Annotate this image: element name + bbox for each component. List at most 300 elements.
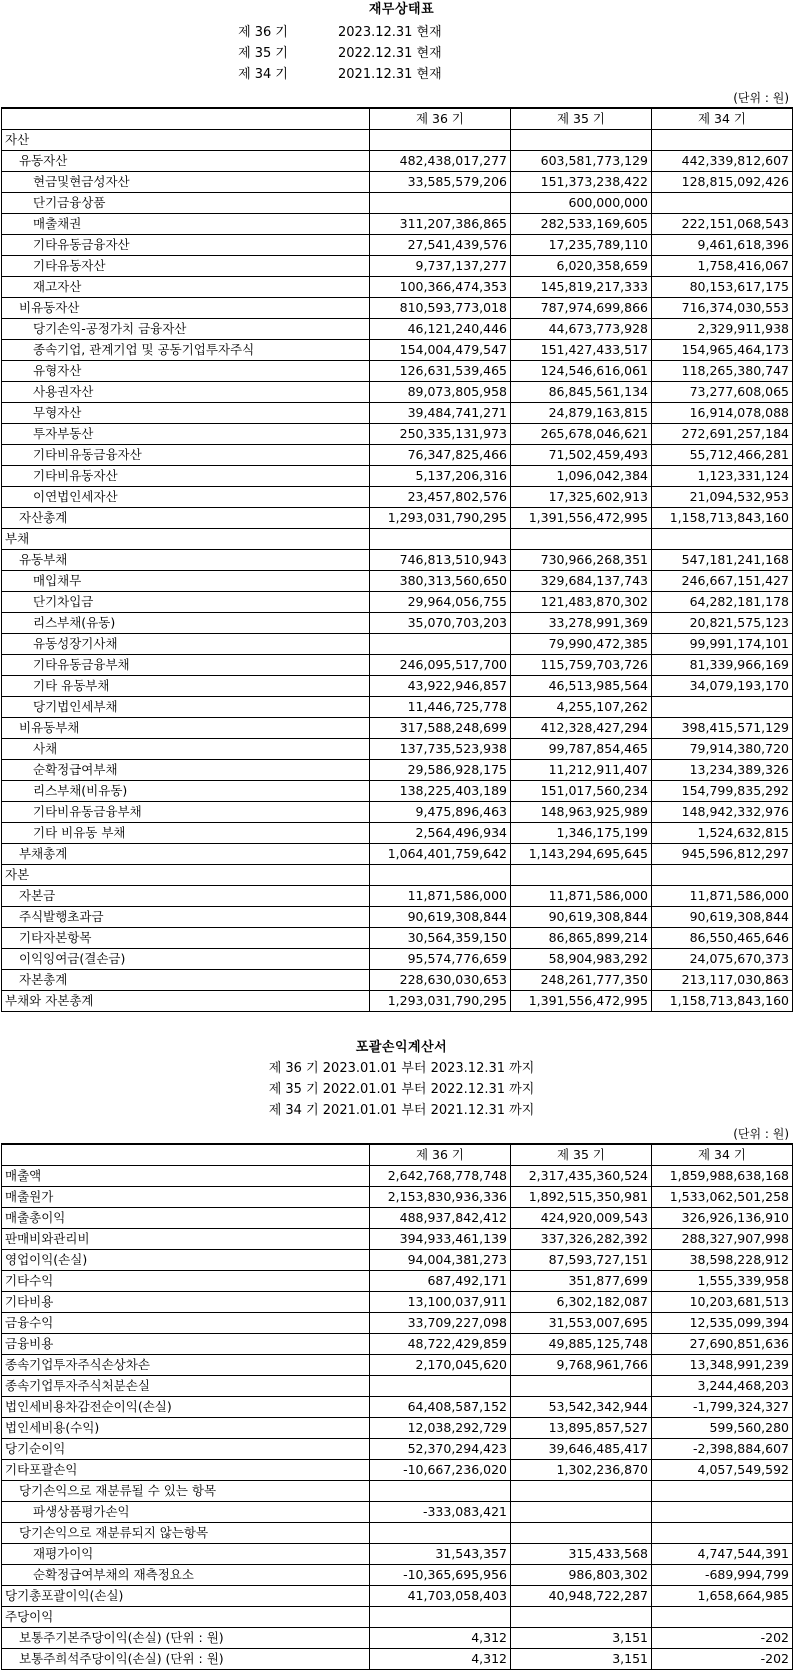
row-value: 79,990,472,385 <box>511 634 652 655</box>
table-row <box>2 865 793 886</box>
table-row <box>2 823 793 844</box>
row-value: 600,000,000 <box>511 193 652 214</box>
table-row <box>2 655 793 676</box>
table-row <box>2 676 793 697</box>
row-value: 46,121,240,446 <box>370 319 511 340</box>
row-value: 13,348,991,239 <box>652 1355 793 1376</box>
bs-period-row <box>0 43 803 64</box>
row-label: 부채 <box>2 529 370 550</box>
row-value: 137,735,523,938 <box>370 739 511 760</box>
table-row <box>2 760 793 781</box>
row-value: 351,877,699 <box>511 1271 652 1292</box>
row-value: 17,325,602,913 <box>511 487 652 508</box>
row-label: 종속기업, 관계기업 및 공동기업투자주식 <box>2 340 370 361</box>
row-value: 213,117,030,863 <box>652 970 793 991</box>
row-value: 337,326,282,392 <box>511 1229 652 1250</box>
row-value: -202 <box>652 1649 793 1670</box>
row-value: 138,225,403,189 <box>370 781 511 802</box>
row-value: 6,020,358,659 <box>511 256 652 277</box>
table-row <box>2 613 793 634</box>
row-value: 40,948,722,287 <box>511 1586 652 1607</box>
table-row <box>2 1166 793 1187</box>
row-value: 329,684,137,743 <box>511 571 652 592</box>
table-row <box>2 781 793 802</box>
row-value: 126,631,539,465 <box>370 361 511 382</box>
table-row <box>2 1586 793 1607</box>
table-row <box>2 802 793 823</box>
row-value: 1,143,294,695,645 <box>511 844 652 865</box>
row-value: 64,408,587,152 <box>370 1397 511 1418</box>
row-label: 주당이익 <box>2 1607 370 1628</box>
row-value <box>370 529 511 550</box>
row-label: 순확정급여부채의 재측정요소 <box>2 1565 370 1586</box>
row-value: 326,926,136,910 <box>652 1208 793 1229</box>
row-label: 종속기업투자주식손상차손 <box>2 1355 370 1376</box>
row-label: 투자부동산 <box>2 424 370 445</box>
income-statement-table <box>1 1143 793 1670</box>
table-row <box>2 403 793 424</box>
row-value: 9,768,961,766 <box>511 1355 652 1376</box>
bs-header-cell: 제 36 기 <box>370 108 511 130</box>
row-label: 기타비용 <box>2 1292 370 1313</box>
row-value: 99,991,174,101 <box>652 634 793 655</box>
row-value: 52,370,294,423 <box>370 1439 511 1460</box>
row-value: 33,585,579,206 <box>370 172 511 193</box>
row-value <box>652 529 793 550</box>
row-value: 442,339,812,607 <box>652 151 793 172</box>
row-value: 986,803,302 <box>511 1565 652 1586</box>
row-value: 288,327,907,998 <box>652 1229 793 1250</box>
row-value <box>370 1523 511 1544</box>
row-value: -10,365,695,956 <box>370 1565 511 1586</box>
row-value: 95,574,776,659 <box>370 949 511 970</box>
row-label: 자본총계 <box>2 970 370 991</box>
table-row <box>2 1418 793 1439</box>
row-label: 기타 유동부채 <box>2 676 370 697</box>
row-label: 유형자산 <box>2 361 370 382</box>
row-value: 2,317,435,360,524 <box>511 1166 652 1187</box>
table-row <box>2 235 793 256</box>
row-label: 주식발행초과금 <box>2 907 370 928</box>
row-label: 자산 <box>2 130 370 151</box>
row-value <box>652 1481 793 1502</box>
row-label: 보통주기본주당이익(손실) (단위 : 원) <box>2 1628 370 1649</box>
row-value <box>511 529 652 550</box>
row-value: 1,758,416,067 <box>652 256 793 277</box>
bs-unit-label: (단위 : 원) <box>733 91 789 105</box>
row-value: 90,619,308,844 <box>652 907 793 928</box>
row-value: 246,667,151,427 <box>652 571 793 592</box>
row-value <box>370 1481 511 1502</box>
table-row <box>2 1397 793 1418</box>
row-value: 716,374,030,553 <box>652 298 793 319</box>
is-header-cell: 제 34 기 <box>652 1144 793 1166</box>
table-row <box>2 634 793 655</box>
row-label: 기타 비유동 부채 <box>2 823 370 844</box>
row-label: 파생상품평가손익 <box>2 1502 370 1523</box>
row-label: 당기손익으로 재분류되지 않는항목 <box>2 1523 370 1544</box>
row-value: 21,094,532,953 <box>652 487 793 508</box>
row-value <box>652 1523 793 1544</box>
row-value: 30,564,359,150 <box>370 928 511 949</box>
row-label: 매출채권 <box>2 214 370 235</box>
row-value <box>511 1523 652 1544</box>
table-row <box>2 214 793 235</box>
table-row <box>2 697 793 718</box>
table-row <box>2 382 793 403</box>
row-value: 73,277,608,065 <box>652 382 793 403</box>
row-value <box>370 634 511 655</box>
table-row <box>2 718 793 739</box>
row-value: 4,312 <box>370 1649 511 1670</box>
row-value: 46,513,985,564 <box>511 676 652 697</box>
table-row <box>2 1271 793 1292</box>
row-value: 9,737,137,277 <box>370 256 511 277</box>
row-value: 86,845,561,134 <box>511 382 652 403</box>
row-value: 76,347,825,466 <box>370 445 511 466</box>
row-label: 당기손익-공정가치 금융자산 <box>2 319 370 340</box>
table-row <box>2 928 793 949</box>
row-value: 148,942,332,976 <box>652 802 793 823</box>
row-label: 자산총계 <box>2 508 370 529</box>
row-value: 33,278,991,369 <box>511 613 652 634</box>
bs-header-cell: 제 34 기 <box>652 108 793 130</box>
row-value: 100,366,474,353 <box>370 277 511 298</box>
row-value <box>370 865 511 886</box>
table-row <box>2 361 793 382</box>
table-row <box>2 1502 793 1523</box>
row-value: 5,137,206,316 <box>370 466 511 487</box>
row-value: -333,083,421 <box>370 1502 511 1523</box>
table-row <box>2 319 793 340</box>
row-value <box>370 1607 511 1628</box>
row-label: 매출총이익 <box>2 1208 370 1229</box>
is-header-cell <box>2 1144 370 1166</box>
row-label: 이연법인세자산 <box>2 487 370 508</box>
row-label: 종속기업투자주식처분손실 <box>2 1376 370 1397</box>
bs-period-row <box>0 64 803 85</box>
table-row <box>2 1208 793 1229</box>
row-value: 151,017,560,234 <box>511 781 652 802</box>
row-value: 38,598,228,912 <box>652 1250 793 1271</box>
row-value: 2,329,911,938 <box>652 319 793 340</box>
table-row <box>2 172 793 193</box>
row-value: 2,564,496,934 <box>370 823 511 844</box>
row-label: 리스부채(비유동) <box>2 781 370 802</box>
row-value <box>511 865 652 886</box>
row-label: 보통주희석주당이익(손실) (단위 : 원) <box>2 1649 370 1670</box>
row-value: 55,712,466,281 <box>652 445 793 466</box>
table-row <box>2 193 793 214</box>
row-value: 53,542,342,944 <box>511 1397 652 1418</box>
table-row <box>2 151 793 172</box>
income-statement-periods <box>0 1058 803 1121</box>
row-value: 94,004,381,273 <box>370 1250 511 1271</box>
row-value: 810,593,773,018 <box>370 298 511 319</box>
row-value: 11,871,586,000 <box>511 886 652 907</box>
row-value: 398,415,571,129 <box>652 718 793 739</box>
row-value: 1,391,556,472,995 <box>511 991 652 1012</box>
row-value: 12,038,292,729 <box>370 1418 511 1439</box>
row-value: 11,446,725,778 <box>370 697 511 718</box>
row-value: 13,895,857,527 <box>511 1418 652 1439</box>
row-value <box>370 1376 511 1397</box>
row-value: 151,427,433,517 <box>511 340 652 361</box>
row-value: 250,335,131,973 <box>370 424 511 445</box>
bs-header-row <box>2 108 793 130</box>
table-row <box>2 1292 793 1313</box>
row-label: 기타포괄손익 <box>2 1460 370 1481</box>
row-value: 145,819,217,333 <box>511 277 652 298</box>
table-row <box>2 1439 793 1460</box>
bs-period-date: 2022.12.31 현재 <box>338 46 442 61</box>
row-value: -1,799,324,327 <box>652 1397 793 1418</box>
row-value: 2,153,830,936,336 <box>370 1187 511 1208</box>
row-value <box>511 130 652 151</box>
row-value: 2,642,768,778,748 <box>370 1166 511 1187</box>
row-value: 41,703,058,403 <box>370 1586 511 1607</box>
row-value: 1,533,062,501,258 <box>652 1187 793 1208</box>
row-value: 35,070,703,203 <box>370 613 511 634</box>
table-row <box>2 1628 793 1649</box>
row-value <box>511 1376 652 1397</box>
row-label: 영업이익(손실) <box>2 1250 370 1271</box>
table-row <box>2 1607 793 1628</box>
row-value: -202 <box>652 1628 793 1649</box>
row-value: 317,588,248,699 <box>370 718 511 739</box>
row-value: 148,963,925,989 <box>511 802 652 823</box>
row-label: 법인세비용(수익) <box>2 1418 370 1439</box>
row-value: 3,151 <box>511 1628 652 1649</box>
row-value: 1,064,401,759,642 <box>370 844 511 865</box>
row-label: 사용권자산 <box>2 382 370 403</box>
bs-header-cell <box>2 108 370 130</box>
row-value: 1,293,031,790,295 <box>370 991 511 1012</box>
table-row <box>2 529 793 550</box>
row-value: 154,799,835,292 <box>652 781 793 802</box>
row-value: 1,158,713,843,160 <box>652 991 793 1012</box>
row-label: 사채 <box>2 739 370 760</box>
table-row <box>2 1565 793 1586</box>
bs-period-row <box>0 22 803 43</box>
row-value: 3,151 <box>511 1649 652 1670</box>
row-value: 118,265,380,747 <box>652 361 793 382</box>
row-value: 311,207,386,865 <box>370 214 511 235</box>
row-value: 1,302,236,870 <box>511 1460 652 1481</box>
row-value: 10,203,681,513 <box>652 1292 793 1313</box>
row-value <box>652 1502 793 1523</box>
row-label: 당기순이익 <box>2 1439 370 1460</box>
table-row <box>2 844 793 865</box>
row-value <box>652 193 793 214</box>
row-value: -2,398,884,607 <box>652 1439 793 1460</box>
row-value: 488,937,842,412 <box>370 1208 511 1229</box>
table-row <box>2 571 793 592</box>
table-row <box>2 1523 793 1544</box>
row-value: 424,920,009,543 <box>511 1208 652 1229</box>
bs-body <box>2 130 793 1012</box>
table-row <box>2 1649 793 1670</box>
table-row <box>2 1250 793 1271</box>
row-label: 순확정급여부채 <box>2 760 370 781</box>
row-label: 매출원가 <box>2 1187 370 1208</box>
row-value: 1,892,515,350,981 <box>511 1187 652 1208</box>
row-value: 87,593,727,151 <box>511 1250 652 1271</box>
table-row <box>2 550 793 571</box>
row-value: 24,075,670,373 <box>652 949 793 970</box>
row-label: 비유동부채 <box>2 718 370 739</box>
row-value: 315,433,568 <box>511 1544 652 1565</box>
row-value: 248,261,777,350 <box>511 970 652 991</box>
row-label: 판매비와관리비 <box>2 1229 370 1250</box>
is-unit-label: (단위 : 원) <box>733 1127 789 1141</box>
row-value: 1,123,331,124 <box>652 466 793 487</box>
row-value: 39,484,741,271 <box>370 403 511 424</box>
row-value: -10,667,236,020 <box>370 1460 511 1481</box>
row-value: 2,170,045,620 <box>370 1355 511 1376</box>
row-label: 리스부채(유동) <box>2 613 370 634</box>
row-value: 1,555,339,958 <box>652 1271 793 1292</box>
row-value <box>652 130 793 151</box>
row-value: 12,535,099,394 <box>652 1313 793 1334</box>
row-value: 151,373,238,422 <box>511 172 652 193</box>
row-value: 43,922,946,857 <box>370 676 511 697</box>
row-label: 유동자산 <box>2 151 370 172</box>
table-row <box>2 298 793 319</box>
row-value: 1,096,042,384 <box>511 466 652 487</box>
row-label: 기타유동자산 <box>2 256 370 277</box>
row-label: 이익잉여금(결손금) <box>2 949 370 970</box>
is-period-line: 제 34 기 2021.01.01 부터 2021.12.31 까지 <box>268 1103 535 1118</box>
row-value: 730,966,268,351 <box>511 550 652 571</box>
row-label: 부채총계 <box>2 844 370 865</box>
row-value: -689,994,799 <box>652 1565 793 1586</box>
row-value: 4,255,107,262 <box>511 697 652 718</box>
table-row <box>2 1334 793 1355</box>
income-statement-title: 포괄손익계산서 <box>355 1040 448 1055</box>
table-row <box>2 886 793 907</box>
row-label: 당기법인세부채 <box>2 697 370 718</box>
row-value: 154,004,479,547 <box>370 340 511 361</box>
row-value: 687,492,171 <box>370 1271 511 1292</box>
row-value: 24,879,163,815 <box>511 403 652 424</box>
table-row <box>2 1355 793 1376</box>
row-label: 비유동자산 <box>2 298 370 319</box>
row-label: 자본금 <box>2 886 370 907</box>
row-value: 124,546,616,061 <box>511 361 652 382</box>
row-value <box>370 130 511 151</box>
row-value: 29,964,056,755 <box>370 592 511 613</box>
row-label: 유동성장기사채 <box>2 634 370 655</box>
row-value: 44,673,773,928 <box>511 319 652 340</box>
table-row <box>2 130 793 151</box>
row-label: 당기손익으로 재분류될 수 있는 항목 <box>2 1481 370 1502</box>
row-value: 64,282,181,178 <box>652 592 793 613</box>
is-period-line: 제 36 기 2023.01.01 부터 2023.12.31 까지 <box>268 1061 535 1076</box>
table-row <box>2 424 793 445</box>
row-value: 4,312 <box>370 1628 511 1649</box>
row-value: 380,313,560,650 <box>370 571 511 592</box>
row-label: 기타비유동자산 <box>2 466 370 487</box>
table-row <box>2 340 793 361</box>
table-row <box>2 256 793 277</box>
row-label: 기타유동금융부채 <box>2 655 370 676</box>
row-value: 128,815,092,426 <box>652 172 793 193</box>
row-label: 매입채무 <box>2 571 370 592</box>
row-value: 16,914,078,088 <box>652 403 793 424</box>
row-value: 3,244,468,203 <box>652 1376 793 1397</box>
is-header-cell: 제 35 기 <box>511 1144 652 1166</box>
row-label: 단기차입금 <box>2 592 370 613</box>
row-value: 13,100,037,911 <box>370 1292 511 1313</box>
balance-sheet-table <box>1 107 793 1012</box>
row-value: 115,759,703,726 <box>511 655 652 676</box>
is-period-line: 제 35 기 2022.01.01 부터 2022.12.31 까지 <box>268 1082 535 1097</box>
table-row <box>2 1481 793 1502</box>
bs-period-date: 2021.12.31 현재 <box>338 67 442 82</box>
row-value: 89,073,805,958 <box>370 382 511 403</box>
table-row <box>2 487 793 508</box>
row-value: 27,690,851,636 <box>652 1334 793 1355</box>
row-value: 222,151,068,543 <box>652 214 793 235</box>
row-label: 기타자본항목 <box>2 928 370 949</box>
row-label: 금융비용 <box>2 1334 370 1355</box>
row-value: 86,865,899,214 <box>511 928 652 949</box>
table-row <box>2 592 793 613</box>
row-value: 48,722,429,859 <box>370 1334 511 1355</box>
row-label: 기타수익 <box>2 1271 370 1292</box>
row-value: 11,871,586,000 <box>370 886 511 907</box>
bs-period-label: 제 35 기 <box>238 46 288 61</box>
row-value: 17,235,789,110 <box>511 235 652 256</box>
table-row <box>2 739 793 760</box>
row-value: 27,541,439,576 <box>370 235 511 256</box>
row-label: 기타유동금융자산 <box>2 235 370 256</box>
table-row <box>2 445 793 466</box>
row-value: 746,813,510,943 <box>370 550 511 571</box>
row-value: 13,234,389,326 <box>652 760 793 781</box>
table-row <box>2 508 793 529</box>
row-value: 282,533,169,605 <box>511 214 652 235</box>
row-value: 31,543,357 <box>370 1544 511 1565</box>
bs-period-label: 제 36 기 <box>238 25 288 40</box>
row-label: 기타비유동금융부채 <box>2 802 370 823</box>
row-label: 부채와 자본총계 <box>2 991 370 1012</box>
row-value: 49,885,125,748 <box>511 1334 652 1355</box>
row-label: 무형자산 <box>2 403 370 424</box>
row-label: 단기금융상품 <box>2 193 370 214</box>
row-value: 90,619,308,844 <box>511 907 652 928</box>
table-row <box>2 991 793 1012</box>
row-value: 79,914,380,720 <box>652 739 793 760</box>
row-label: 재평가이익 <box>2 1544 370 1565</box>
row-value: 58,904,983,292 <box>511 949 652 970</box>
row-value: 4,747,544,391 <box>652 1544 793 1565</box>
row-value: 228,630,030,653 <box>370 970 511 991</box>
row-value: 33,709,227,098 <box>370 1313 511 1334</box>
bs-period-label: 제 34 기 <box>238 67 288 82</box>
row-value: 599,560,280 <box>652 1418 793 1439</box>
table-row <box>2 949 793 970</box>
row-value: 482,438,017,277 <box>370 151 511 172</box>
bs-header-cell: 제 35 기 <box>511 108 652 130</box>
row-value: 272,691,257,184 <box>652 424 793 445</box>
row-value: 603,581,773,129 <box>511 151 652 172</box>
row-value: 39,646,485,417 <box>511 1439 652 1460</box>
row-value: 121,483,870,302 <box>511 592 652 613</box>
row-value: 6,302,182,087 <box>511 1292 652 1313</box>
row-label: 현금및현금성자산 <box>2 172 370 193</box>
